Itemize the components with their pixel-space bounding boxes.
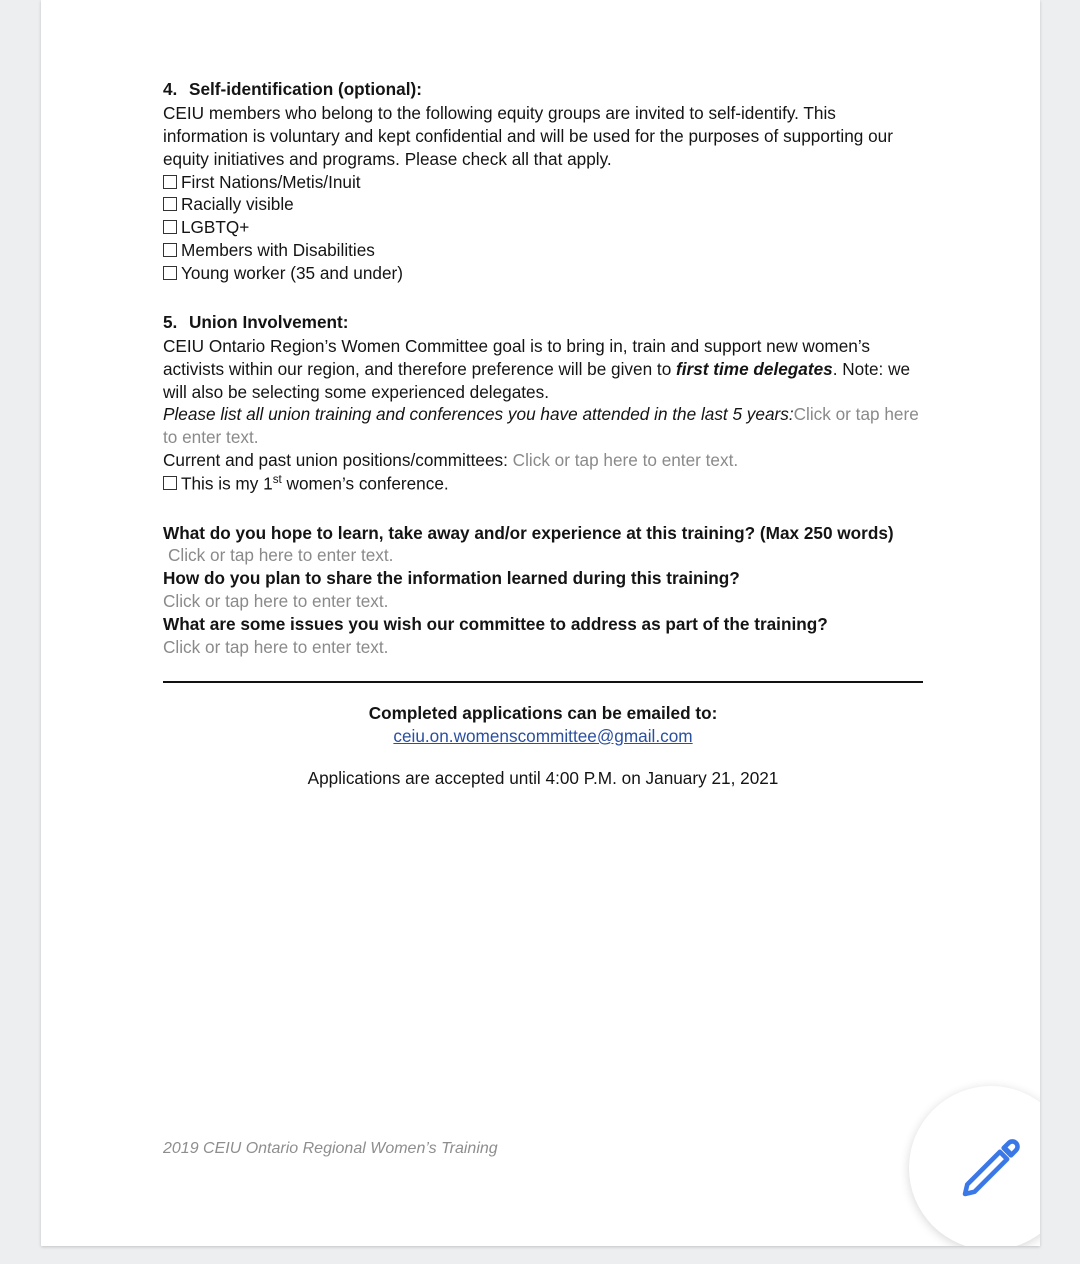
submission-email-line <box>163 725 923 748</box>
question-2-label: How do you plan to share the information learned during this training? <box>163 568 740 589</box>
submission-email-link[interactable]: ceiu.on.womenscommittee@gmail.com <box>393 725 693 746</box>
field-union-positions-input[interactable]: Click or tap here to enter text. <box>512 450 739 471</box>
submission-title: Completed applications can be emailed to: <box>368 702 718 723</box>
spacer <box>163 285 923 311</box>
document-page <box>41 0 1040 1246</box>
checkbox-label-pre: This is my 1 <box>181 473 273 494</box>
pencil-icon <box>953 1130 1029 1206</box>
section-5-title: Union Involvement: <box>189 311 349 332</box>
spacer <box>163 496 923 522</box>
section-4-number: 4. <box>163 79 178 99</box>
checkbox-label <box>181 472 449 496</box>
open-questions <box>163 522 923 659</box>
section-5-number: 5. <box>163 311 178 332</box>
checkbox-label: Young worker (35 and under) <box>181 263 403 283</box>
checkbox-label: Members with Disabilities <box>181 240 375 261</box>
checkbox-icon[interactable] <box>163 220 177 234</box>
question-2-input[interactable]: Click or tap here to enter text. <box>163 591 389 612</box>
section-4-title: Self-identification (optional): <box>189 79 422 99</box>
page-footer: 2019 CEIU Ontario Regional Women’s Training <box>163 1140 498 1157</box>
question-3-input[interactable]: Click or tap here to enter text. <box>163 636 389 657</box>
spacer <box>163 748 923 767</box>
section-5-body <box>163 335 923 404</box>
edit-fab-button[interactable] <box>909 1086 1040 1246</box>
checkbox-label: First Nations/Metis/Inuit <box>181 171 361 192</box>
section-4-heading <box>163 78 923 101</box>
checkbox-label-ordinal: st <box>272 473 282 486</box>
checkbox-row-first-nations[interactable] <box>163 171 923 194</box>
checkbox-row-young-worker[interactable] <box>163 262 923 285</box>
question-1-label: What do you hope to learn, take away and/or experience at this training? (Max 250 words) <box>163 522 894 543</box>
checkbox-row-first-conference[interactable] <box>163 472 923 496</box>
section-5-body-part1: CEIU Ontario Region’s Women Committee goal is to bring in, train and support new women’s activists within our region, and therefore preference will be given to <box>163 335 870 379</box>
section-4-body: CEIU members who belong to the following equity groups are invited to self-identify. This information is voluntary and kept confidential and will be used for the purposes of supporting our equity initiatives and programs. Please check all that apply. <box>163 102 893 169</box>
checkbox-icon[interactable] <box>163 175 177 189</box>
field-training-history-input[interactable]: Click or tap here to enter text. <box>163 404 919 448</box>
section-union-involvement <box>163 311 923 496</box>
field-union-positions-label: Current and past union positions/committees: <box>163 450 508 471</box>
submission-block <box>163 702 923 790</box>
question-1-input[interactable]: Click or tap here to enter text. <box>168 545 394 566</box>
question-3-label: What are some issues you wish our committee to address as part of the training? <box>163 614 828 635</box>
field-training-history-label: Please list all union training and conferences you have attended in the last 5 years: <box>163 404 794 425</box>
checkbox-label: Racially visible <box>181 194 294 215</box>
checkbox-row-racially-visible[interactable] <box>163 193 923 216</box>
checkbox-icon[interactable] <box>163 243 177 257</box>
spacer <box>163 683 923 702</box>
checkbox-row-members-with-disabilities[interactable] <box>163 239 923 262</box>
checkbox-label: LGBTQ+ <box>181 217 250 238</box>
checkbox-icon[interactable] <box>163 197 177 211</box>
submission-deadline: Applications are accepted until 4:00 P.M. on January 21, 2021 <box>307 767 779 788</box>
section-self-identification <box>163 78 923 285</box>
document-body <box>163 78 923 789</box>
checkbox-icon[interactable] <box>163 476 177 490</box>
section-5-heading <box>163 311 923 334</box>
checkbox-icon[interactable] <box>163 266 177 280</box>
field-union-positions <box>163 449 923 472</box>
checkbox-row-lgbtq[interactable] <box>163 216 923 239</box>
section-5-body-emphasis: first time delegates <box>676 358 833 379</box>
section-5-body-part2: . Note: we will also be selecting some experienced delegates. <box>163 358 911 402</box>
checkbox-label-post: women’s conference. <box>281 473 449 494</box>
field-training-history <box>163 403 923 449</box>
